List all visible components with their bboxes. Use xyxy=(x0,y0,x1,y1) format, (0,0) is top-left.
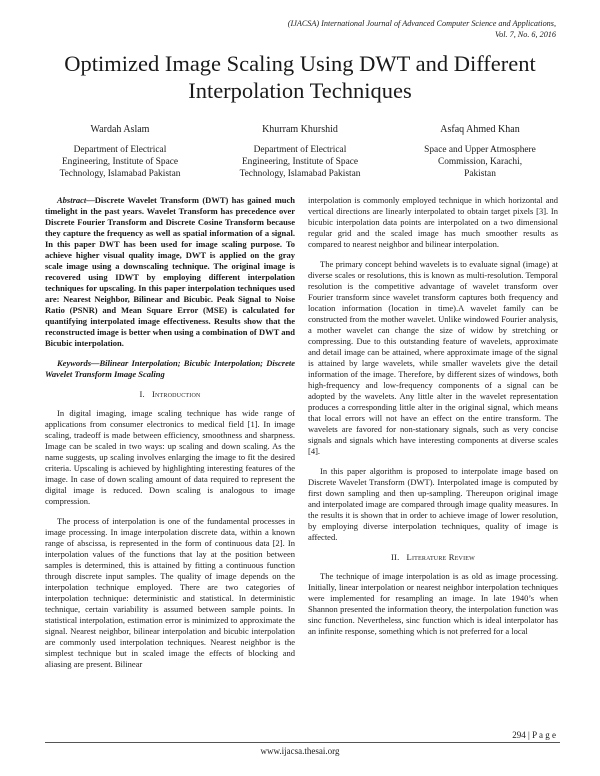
paragraph: The primary concept behind wavelets is to evaluate signal (image) at diverse scales or resolutions, this is known as multi-resolution. Temporal resolution is the competitive advantage of wavelet transform over Fourier transform since wavelet transform captures both frequency and location information (location in time).A wavelet family can be constructed from the mother wavelet. Unlike windowed Fourier analysis, a mother wavelet can change the size of widow by stretching or compressing. Due to this outstanding feature of wavelets, approximate and detail image can be attained, where approximate image of the signal is attained by large wavelets, while smaller wavelets give the detail information of the image. Therefore, by different sizes of windows, both high-frequency and low-frequency components of a signal can be adopted by the wavelets. Any little alter in the wavelet representation produces a corresponding little alter in the original signal, which means that local errors will not have an effect on the entire transform. The wavelets are favored for non-stationary signals, such as very concise signals and signals which have interesting components at diverse scales [4]. xyxy=(308,259,558,456)
author-name: Wardah Aslam xyxy=(90,124,150,135)
author-affiliation: Technology, Islamabad Pakistan xyxy=(59,169,181,179)
author-name: Khurram Khurshid xyxy=(262,124,338,135)
section-heading-introduction: I. Introduction xyxy=(139,389,201,399)
footer-url: www.ijacsa.thesai.org xyxy=(260,746,340,756)
author-affiliation: Department of Electrical xyxy=(253,145,347,155)
paragraph: In digital imaging, image scaling technique has wide range of applications from consumer electronics to medical field [1]. In image scaling, tradeoff is made between efficiency, smoothness and sharpness. Image can be scaled in two ways: up scaling and down scaling. As the name suggests, up scaling involves enlarging the image to fit the desired criteria. Upscaling is achieved by highlighting interesting features of the image. In case of down scaling amount of data required to represent the digital image is reduced. Down scaling is analogous to image compression. xyxy=(45,408,295,506)
author-affiliation: Technology, Islamabad Pakistan xyxy=(239,169,361,179)
title-line-1: Optimized Image Scaling Using DWT and Different xyxy=(64,51,536,76)
author-affiliation: Department of Electrical xyxy=(73,145,167,155)
paper-title xyxy=(30,50,570,104)
author-affiliation: Pakistan xyxy=(464,169,496,179)
author-affiliation: Engineering, Institute of Space xyxy=(241,157,359,167)
paragraph: In this paper algorithm is proposed to interpolate image based on Discrete Wavelet Transform (DWT). Interpolated image is computed by first down sampling and then up-sampling. Thereupon original image and interpolated image are compared through image quality measures. In the results it is shown that in order to achieve image of lower resolution, by employing diverse interpolation techniques, quality of image is affected. xyxy=(308,466,558,542)
abstract xyxy=(45,195,295,349)
abstract-text: —Discrete Wavelet Transform (DWT) has gained much timelight in the past years. Wavelet Transform has precedence over Discrete Fourier Transform and Discrete Cosine Transform because they capture the frequency as well as spatial information of a signal. In this paper DWT has been used for image scaling purpose. To achieve higher visual quality image, DWT is applied on the gray scale image using a downscaling technique. The original image is recovered using IDWT by employing different interpolation techniques for upscaling. In this paper interpolation techniques used are: Nearest Neighbor, Bilinear and Bicubic. Peak Signal to Noise Ratio (PSNR) and Mean Square Error (MSE) is calculated for quantifying interpolated image effectiveness. Results show that the reconstructed image is better when using a combination of DWT and Bicubic interpolation. xyxy=(45,195,295,348)
footer-rule xyxy=(45,742,560,743)
paragraph: The process of interpolation is one of the fundamental processes in image processing. In image interpolation discrete data, within a known range of abscissa, is represented in the form of continuous data [2]. In interpolation values of the functions that lay at the position between samples is determined, this is attained by fitting a continuous function through discrete input samples. The quality of image depends on the interpolation technique employed. There are two categories of interpolation technique: deterministic and statistical. In deterministic technique, certain variability is assumed between sample points. In statistical interpolation, estimation error is minimized to approximate the signal. Nearest neighbor, bilinear interpolation and bicubic interpolation are commonly used interpolation techniques. Nearest neighbor is the simplest technique but in scaled image the effects of blocking and aliasing are present. Bilinear xyxy=(45,516,295,669)
authors-block xyxy=(30,124,570,180)
keywords: Keywords—Bilinear Interpolation; Bicubic Interpolation; Discrete Wavelet Transform Image Scaling xyxy=(45,358,295,379)
paragraph: interpolation is commonly employed technique in which horizontal and vertical directions are linearly interpolated to obtain target pixels [3]. In bicubic interpolation data points are interpolated on a two dimensional regular grid and the scaled image has much smoother results as compared to nearest neighbor and bilinear interpolation. xyxy=(308,195,558,249)
author-1 xyxy=(30,124,210,180)
page-number: 294 | P a g e xyxy=(512,730,556,740)
journal-volume: Vol. 7, No. 6, 2016 xyxy=(495,30,556,39)
author-name: Asfaq Ahmed Khan xyxy=(440,124,520,135)
journal-header xyxy=(176,18,556,40)
section-heading-literature-review: II. Literature Review xyxy=(390,552,476,562)
author-affiliation: Space and Upper Atmosphere xyxy=(424,145,536,155)
author-3 xyxy=(390,124,570,180)
right-column xyxy=(308,195,558,646)
author-2 xyxy=(210,124,390,180)
title-line-2: Interpolation Techniques xyxy=(188,78,412,103)
left-column xyxy=(45,195,295,679)
abstract-label: Abstract xyxy=(57,195,87,205)
author-affiliation: Engineering, Institute of Space xyxy=(61,157,179,167)
author-affiliation: Commission, Karachi, xyxy=(437,157,523,167)
journal-name: (IJACSA) International Journal of Advanced Computer Science and Applications, xyxy=(287,19,556,28)
paragraph: The technique of image interpolation is as old as image processing. Initially, linear interpolation or nearest neighbor interpolation techniques were implemented for resampling an image. In late 1940’s when Shannon presented the information theory, the interpolation function was sinc function. Nevertheless, sinc function which is ideal interpolator has an infinite response, something which is not preferred for a local xyxy=(308,571,558,636)
